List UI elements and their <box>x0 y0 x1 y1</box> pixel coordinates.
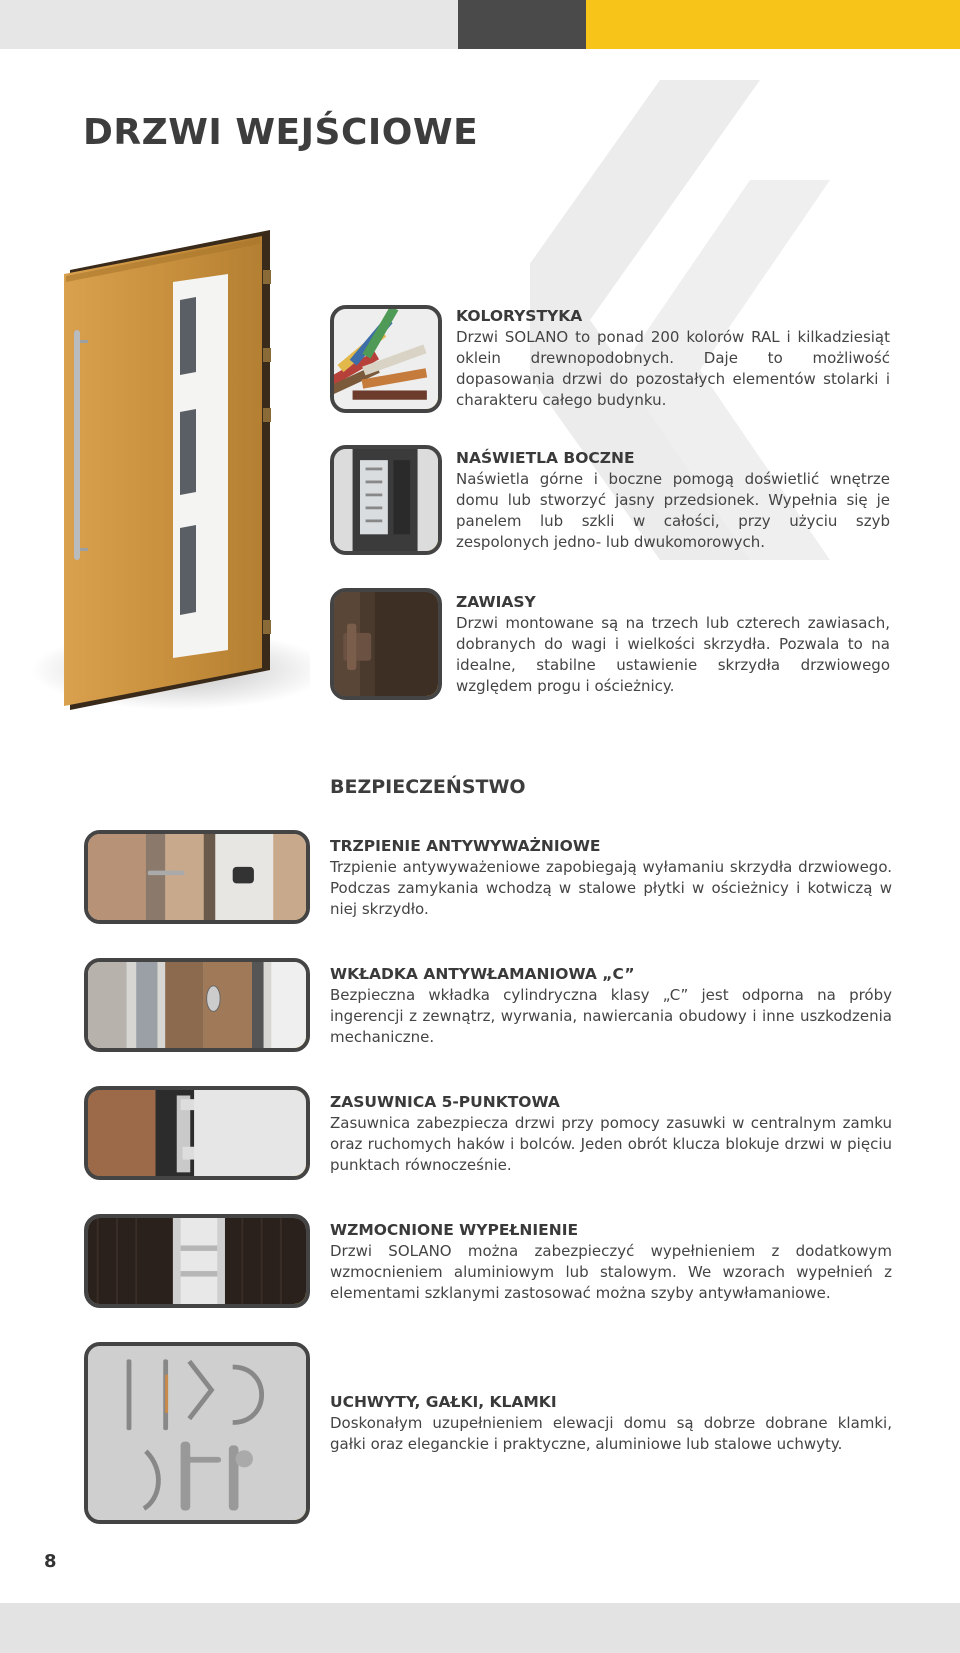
security-item-text: Doskonałym uzupełnieniem elewacji domu są dobrze dobrane klamki, gałki oraz eleganckie i praktyczne, aluminiowe lub stalowe uchwyty. <box>330 1414 892 1453</box>
security-item-title: WKŁADKA ANTYWŁAMANIOWA „C” <box>330 965 635 983</box>
feature-text: Drzwi montowane są na trzech lub czterech zawiasach, dobranych do wagi i wielkości skrzydła. Pozwala to na idealne, stabilne ustawienie skrzydła drzwiowego względem progu i ościeżnicy. <box>456 614 890 695</box>
feature-title: ZAWIASY <box>456 593 536 611</box>
page-title: DRZWI WEJŚCIOWE <box>83 112 479 153</box>
footer-bar <box>0 1603 960 1653</box>
security-multipoint-lock <box>330 1092 892 1176</box>
feature-text: Naświetla górne i boczne pomogą doświetlić wnętrze domu lub stworzyć jasny przedsionek. Wypełnia się je panelem lub szkli w całości, przy użyciu szyb zespolonych jedno- lub dwukomorowych. <box>456 470 890 551</box>
page-number: 8 <box>44 1551 57 1572</box>
header-bar-yellow <box>586 0 960 49</box>
security-item-text: Zasuwnica zabezpiecza drzwi przy pomocy zasuwki w centralnym zamku oraz ruchomych haków i bolców. Jeden obrót klucza blokuje drzwi w pięciu punktach równocześnie. <box>330 1114 892 1174</box>
security-item-text: Drzwi SOLANO można zabezpieczyć wypełnieniem z dodatkowym wzmocnieniem aluminiowym lub stalowym. We wzorach wypełnień z elementami szklanymi zastosować można szyby antywłamaniowe. <box>330 1242 892 1302</box>
security-item-text: Bezpieczna wkładka cylindryczna klasy „C” jest odporna na próby ingerencji z zewnątrz, wyrwania, nawiercania obudowy i inne uszkodzenia mechaniczne. <box>330 986 892 1046</box>
security-item-text: Trzpienie antywyważeniowe zapobiegają wyłamaniu skrzydła drzwiowego. Podczas zamykania wchodzą w stalowe płytki w ościeżnicy i kotwiczą w niej skrzydło. <box>330 858 892 918</box>
feature-text: Drzwi SOLANO to ponad 200 kolorów RAL i kilkadziesiąt oklein drewnopodobnych. Daje to możliwość dopasowania drzwi do pozostałych elementów stolarki i charakteru całego budynku. <box>456 328 890 409</box>
security-cylinder-lock <box>330 964 892 1048</box>
side-lights-image <box>330 445 442 555</box>
security-section-title: BEZPIECZEŃSTWO <box>330 776 526 798</box>
reinforced-filling-image <box>84 1214 310 1308</box>
feature-side-lights <box>456 448 890 553</box>
security-reinforced-filling <box>330 1220 892 1304</box>
door-illustration <box>30 230 310 750</box>
color-palette-image <box>330 305 442 413</box>
header-bar-dark <box>458 0 586 49</box>
cylinder-lock-image <box>84 958 310 1052</box>
security-handles <box>330 1392 892 1455</box>
security-item-title: ZASUWNICA 5-PUNKTOWA <box>330 1093 560 1111</box>
security-item-title: TRZPIENIE ANTYWYWAŻNIOWE <box>330 837 601 855</box>
multipoint-lock-image <box>84 1086 310 1180</box>
security-item-title: WZMOCNIONE WYPEŁNIENIE <box>330 1221 579 1239</box>
security-anti-lift-pins <box>330 836 892 920</box>
feature-title: NAŚWIETLA BOCZNE <box>456 449 635 467</box>
security-item-title: UCHWYTY, GAŁKI, KLAMKI <box>330 1393 557 1411</box>
feature-hinges <box>456 592 890 697</box>
handles-knobs-image <box>84 1342 310 1524</box>
feature-title: KOLORYSTYKA <box>456 307 583 325</box>
anti-lift-pins-image <box>84 830 310 924</box>
hinge-image <box>330 588 442 700</box>
header-bar-gray <box>0 0 458 49</box>
feature-color <box>456 306 890 411</box>
